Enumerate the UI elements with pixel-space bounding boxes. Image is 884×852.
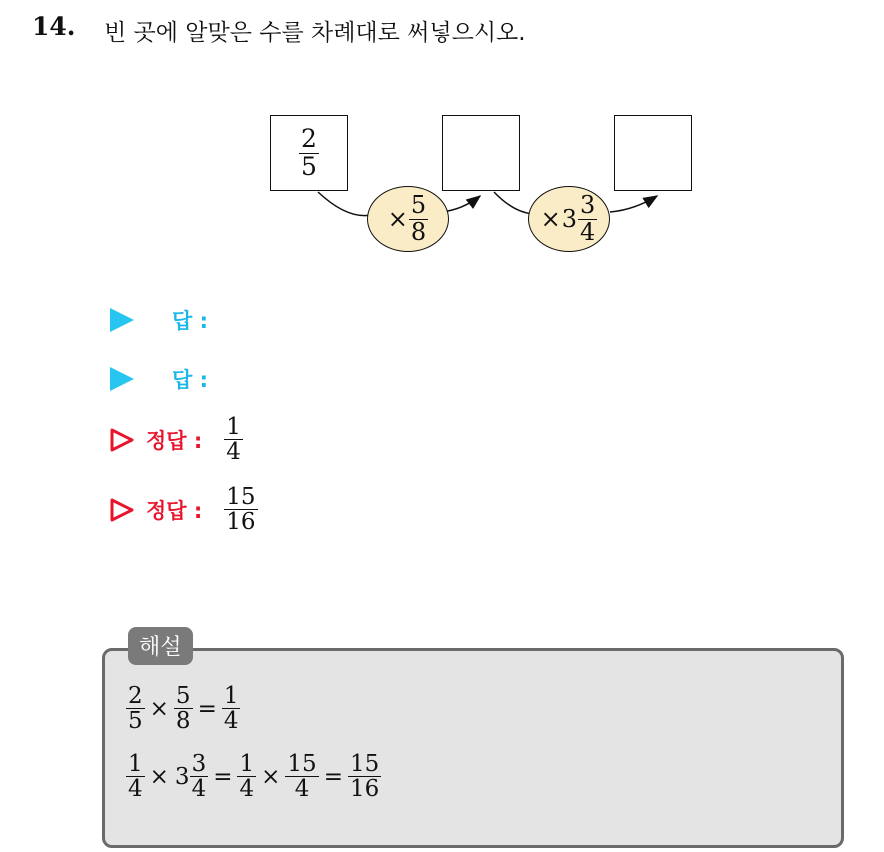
correct-answer-label: 정답 : xyxy=(146,428,203,453)
correct-answer-label: 정답 : xyxy=(146,498,203,523)
answer-row-2 xyxy=(110,364,208,394)
correct-answer-value-1: $\frac{1}{4}$ xyxy=(226,414,241,466)
correct-answer-row-1 xyxy=(110,415,243,464)
answer-row-1 xyxy=(110,305,208,335)
start-fraction: $\frac{2}{5}$ xyxy=(301,124,317,181)
explanation-tag: 해설 xyxy=(128,627,193,665)
correct-answer-value-2: $\frac{15}{16}$ xyxy=(226,484,256,536)
explanation-panel xyxy=(102,648,844,848)
play-triangle-icon xyxy=(110,308,134,332)
blank-box-1[interactable] xyxy=(442,115,520,191)
blank-box-2[interactable] xyxy=(614,115,692,191)
operation-circle-2: × 3 $\frac{3}{4}$ xyxy=(528,186,610,252)
explanation-line-1: $\frac{2}{5}$ × $\frac{5}{8}$ = $\frac{1}{4}$ xyxy=(128,683,239,735)
question-number: 14. xyxy=(32,12,76,41)
explanation-line-2: $\frac{1}{4}$ × 3 $\frac{3}{4}$ = $\frac{1}{4}$ × $\frac{15}{4}$ = $\frac{15}{16}$ xyxy=(128,751,380,803)
question-text: 빈 곳에 알맞은 수를 차례대로 써넣으시오. xyxy=(104,20,526,46)
answer-label: 답 : xyxy=(172,309,208,333)
arrow-2-tail xyxy=(610,196,657,212)
answer-label: 답 : xyxy=(172,368,208,392)
correct-answer-row-2 xyxy=(110,485,258,534)
play-triangle-icon xyxy=(110,367,134,391)
operation-circle-1: × $\frac{5}{8}$ xyxy=(367,186,449,252)
outline-triangle-icon xyxy=(110,428,134,452)
outline-triangle-icon xyxy=(110,498,134,522)
start-box xyxy=(270,115,348,191)
